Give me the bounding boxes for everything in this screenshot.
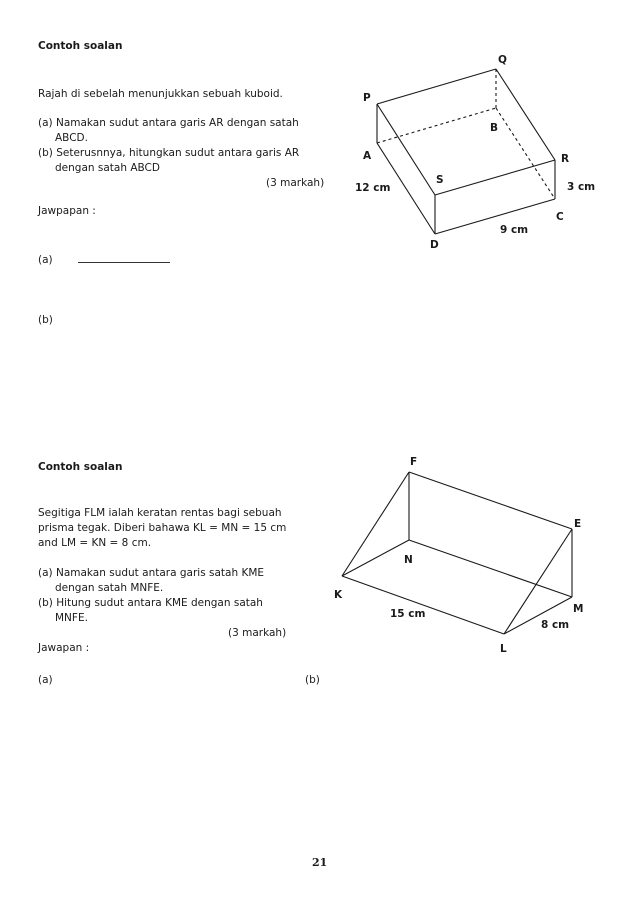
edge-NM xyxy=(409,540,572,597)
label-A: A xyxy=(363,150,372,162)
q2-parts xyxy=(38,566,264,626)
q1-answer-a-label: (a) xyxy=(38,254,53,266)
label-K: K xyxy=(334,589,343,601)
q1-answer-label: Jawpapan : xyxy=(38,205,96,217)
edge-FE xyxy=(409,472,572,529)
length-8cm: 8 cm xyxy=(541,619,570,631)
q2-marks: (3 markah) xyxy=(228,627,287,639)
q1-part-b-line2: dengan satah ABCD xyxy=(55,162,160,174)
length-9cm: 9 cm xyxy=(500,224,529,236)
q1-answer-a xyxy=(38,252,170,266)
q1-part-a xyxy=(38,116,299,176)
q2-answer-b-label: (b) xyxy=(305,674,320,686)
edge-NK xyxy=(342,540,409,576)
q2-intro-line1: Segitiga FLM ialah keratan rentas bagi sebuah xyxy=(38,507,282,519)
label-P: P xyxy=(363,92,371,104)
label-M: M xyxy=(573,603,584,615)
label-R: R xyxy=(561,153,570,165)
edge-PQ xyxy=(377,69,496,104)
label-E: E xyxy=(574,518,582,530)
q1-marks: (3 markah) xyxy=(266,177,325,189)
q2-answer-a-label: (a) xyxy=(38,674,53,686)
q2-part-a-line2: dengan satah MNFE. xyxy=(55,582,164,594)
q1-answer-a-blank[interactable] xyxy=(78,252,170,263)
label-S: S xyxy=(436,174,444,186)
length-12cm: 12 cm xyxy=(355,182,391,194)
length-15cm: 15 cm xyxy=(390,608,426,620)
q2-prism-diagram xyxy=(330,452,600,657)
label-D: D xyxy=(430,239,439,251)
label-F: F xyxy=(410,456,418,468)
q2-answer-label: Jawapan : xyxy=(38,642,90,654)
q2-part-b-line2: MNFE. xyxy=(55,612,88,624)
edge-AB xyxy=(377,108,499,143)
q1-intro: Rajah di sebelah menunjukkan sebuah kuboid. xyxy=(38,88,283,100)
label-Q: Q xyxy=(498,54,507,66)
page-number: 21 xyxy=(312,856,328,869)
q1-part-a-line1: (a) Namakan sudut antara garis AR dengan satah xyxy=(38,117,299,129)
edge-FK xyxy=(342,472,409,576)
edge-BC xyxy=(496,108,555,199)
q2-part-a-line1: (a) Namakan sudut antara garis satah KME xyxy=(38,567,265,579)
q1-cuboid-diagram xyxy=(340,48,610,260)
edge-DC xyxy=(435,199,555,234)
label-N: N xyxy=(404,554,413,566)
q2-intro xyxy=(38,506,286,551)
q2-heading: Contoh soalan xyxy=(38,461,123,473)
q2-part-b-line1: (b) Hitung sudut antara KME dengan satah xyxy=(38,597,263,609)
q1-part-b-line1: (b) Seterusnnya, hitungkan sudut antara garis AR xyxy=(38,147,300,159)
label-B: B xyxy=(490,122,499,134)
edge-KL xyxy=(342,576,504,634)
q2-intro-line2: prisma tegak. Diberi bahawa KL = MN = 15 cm xyxy=(38,522,287,534)
q1-part-a-line2: ABCD. xyxy=(55,132,88,144)
length-3cm: 3 cm xyxy=(567,181,596,193)
q1-answer-b-label: (b) xyxy=(38,314,53,326)
edge-RS xyxy=(435,160,555,195)
edge-QR xyxy=(496,69,555,160)
q1-heading: Contoh soalan xyxy=(38,40,123,52)
label-L: L xyxy=(500,643,507,655)
label-C: C xyxy=(556,211,564,223)
q2-intro-line3: and LM = KN = 8 cm. xyxy=(38,537,152,549)
